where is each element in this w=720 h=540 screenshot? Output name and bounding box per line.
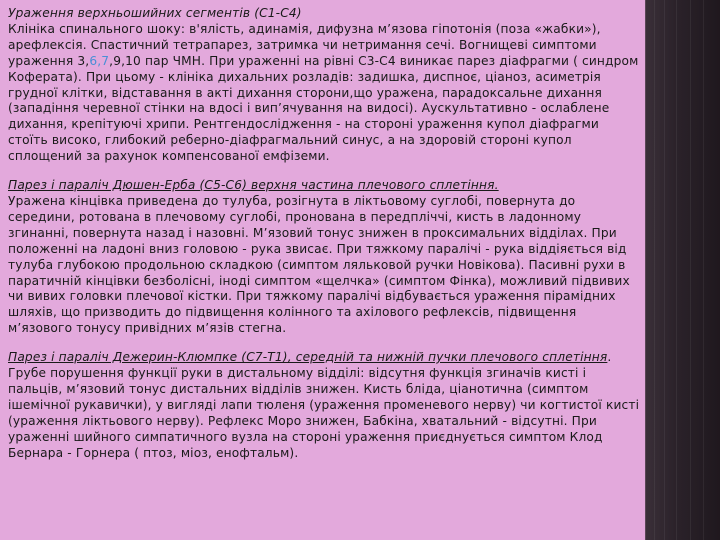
section-duchenne-erb	[8, 178, 640, 337]
section-body: Грубе порушення функції руки в дистальному відділі: відсутня функція згиначів кисті і пальців, м’язовий тонус дистальних відділів знижен. Кисть бліда, ціанотична (симптом ішемічної рукавички), у вигляді лапи тюленя (ураження променевого нерву) чи когтистої кисті (ураження ліктьового нерву). Рефлекс Моро знижен, Бабкіна, хватальний - відсутні. При ураженні шийного симпатичного вузла на стороні ураження приєднується симптом Клод Бернара - Горнера ( птоз, міоз, енофтальм).	[8, 366, 640, 460]
section-heading: Парез і параліч Дюшен-Ерба (С5-С6) верхня частина плечового сплетіння.	[8, 178, 499, 193]
section-body: Клініка спинального шоку: в'ялість, адинамія, дифузна м’язова гіпотонія (поза «жабки»), арефлексія. Спастичний тетрапарез, затримка чи нетримання сечі. Вогнищеві симптоми ураження 3,	[8, 21, 601, 68]
section-body: Уражена кінцівка приведена до тулуба, розігнута в ліктьовому суглобі, повернута до середини, ротована в плечовому суглобі, пронована в передпліччі, кисть в ладонному згинанні, повернута назад і назовні. М’язовий тонус знижен в проксимальних відділах. При положенні на ладоні вниз головою - рука звисає. При тяжкому паралічі - рука віддіяється від тулуба глубокою продольною складкою (симптом ляльковой ручки Новікова). Пасивні рухи в паратичній кінцівки безболісні, іноді симптом «щелчка» (симптом Фінка), можливий підвивих чи вивих головки плечової кістки. При тяжкому паралічі відбувається ураження пірамідних шляхів, що призводить до підвищення колінного та ахілового рефлексів, підвищення м’язового тонусу привідних м’язів стегна.	[8, 193, 630, 336]
section-body-continued: ,9,10 пар ЧМН. При ураженні на рівні С3-С4 виникає парез діафрагми ( синдром Коферата). При цьому - клініка дихальних розладів: задишка, диспноє, ціаноз, асиметрія грудної клітки, відставання в акті дихання сторони,що уражена, парадоксальне дихання (западіння черевної стінки на вдосі і вип’ячування на видосі). Аускультативно - ослаблене дихання, крепітуючі хрипи. Рентгендослідження - на стороні ураження купол діафрагми стоїть високо, глибокий реберно-діафрагмальний синус, а на здоровій стороні купол сплощений за рахунок компенсованої емфіземи.	[8, 53, 639, 164]
section-upper-cervical	[8, 6, 640, 165]
section-heading: Парез і параліч Дежерин-Клюмпке (С7-Т1), середній та нижній пучки плечового сплетіння	[8, 350, 608, 365]
slide-content	[8, 6, 640, 472]
section-heading-suffix: .	[607, 350, 612, 365]
right-decorative-band	[645, 0, 720, 540]
section-heading: Ураження верхньошийних сегментів (С1-С4)	[8, 6, 302, 20]
section-dejerine-klumpke	[8, 350, 640, 461]
cranial-nerve-link[interactable]: 6,7	[89, 53, 110, 68]
